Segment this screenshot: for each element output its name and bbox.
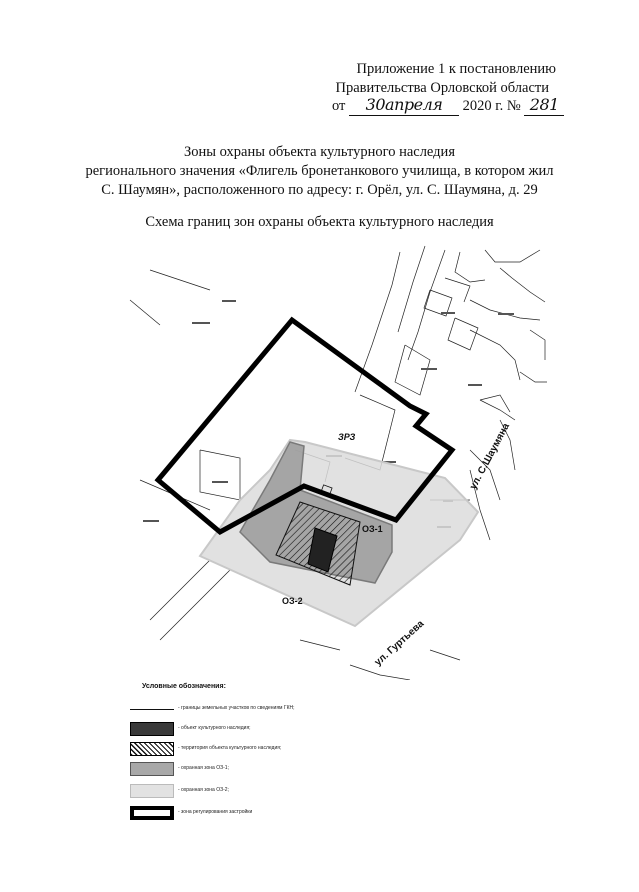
legend-symbol-thick [130, 806, 174, 820]
legend-text: - объект культурного наследия; [178, 725, 251, 731]
legend-symbol-line [130, 702, 174, 710]
date-handwritten: 30апреля [365, 95, 443, 114]
date-field [349, 95, 459, 116]
street-gurtieva-label: ул. Гуртьева [372, 618, 427, 669]
scheme-title: Схема границ зон охраны объекта культурного наследия [145, 214, 494, 230]
number-field [524, 95, 564, 116]
legend-symbol-gray [130, 762, 174, 776]
date-prefix: от [332, 98, 346, 114]
title-line-2: регионального значения «Флигель бронетанкового училища, в котором жил [85, 163, 554, 179]
legend-symbol-light [130, 784, 174, 798]
number-handwritten: 281 [529, 95, 559, 114]
legend-text: - охранная зона ОЗ-1; [178, 765, 229, 771]
title-line-1: Зоны охраны объекта культурного наследия [183, 144, 455, 160]
street-shaumyana-label: ул. С.Шаумяна [467, 421, 513, 492]
legend-title: Условные обозначения: [142, 683, 226, 690]
legend-symbol-hatched [130, 742, 174, 756]
date-line [332, 95, 564, 116]
legend-text: - охранная зона ОЗ-2; [178, 787, 229, 793]
zone-oz1-label: ОЗ-1 [362, 524, 383, 534]
title-line-3: С. Шаумян», расположенного по адресу: г. Орёл, ул. С. Шаумяна, д. 29 [101, 182, 538, 198]
legend-text: - зона регулирования застройки [178, 809, 253, 815]
appendix-line: Приложение 1 к постановлению [356, 61, 556, 77]
zone-map [0, 240, 639, 680]
government-line: Правительства Орловской области [335, 80, 549, 96]
zone-zrz-label: ЗРЗ [338, 432, 356, 442]
zone-oz2-label: ОЗ-2 [282, 596, 303, 606]
legend-text: - территория объекта культурного наследия; [178, 745, 282, 751]
year-text: 2020 г. № [462, 98, 521, 114]
legend-symbol-dark [130, 722, 174, 736]
legend-text: - границы земельных участков по сведениям ГКН; [178, 705, 295, 711]
